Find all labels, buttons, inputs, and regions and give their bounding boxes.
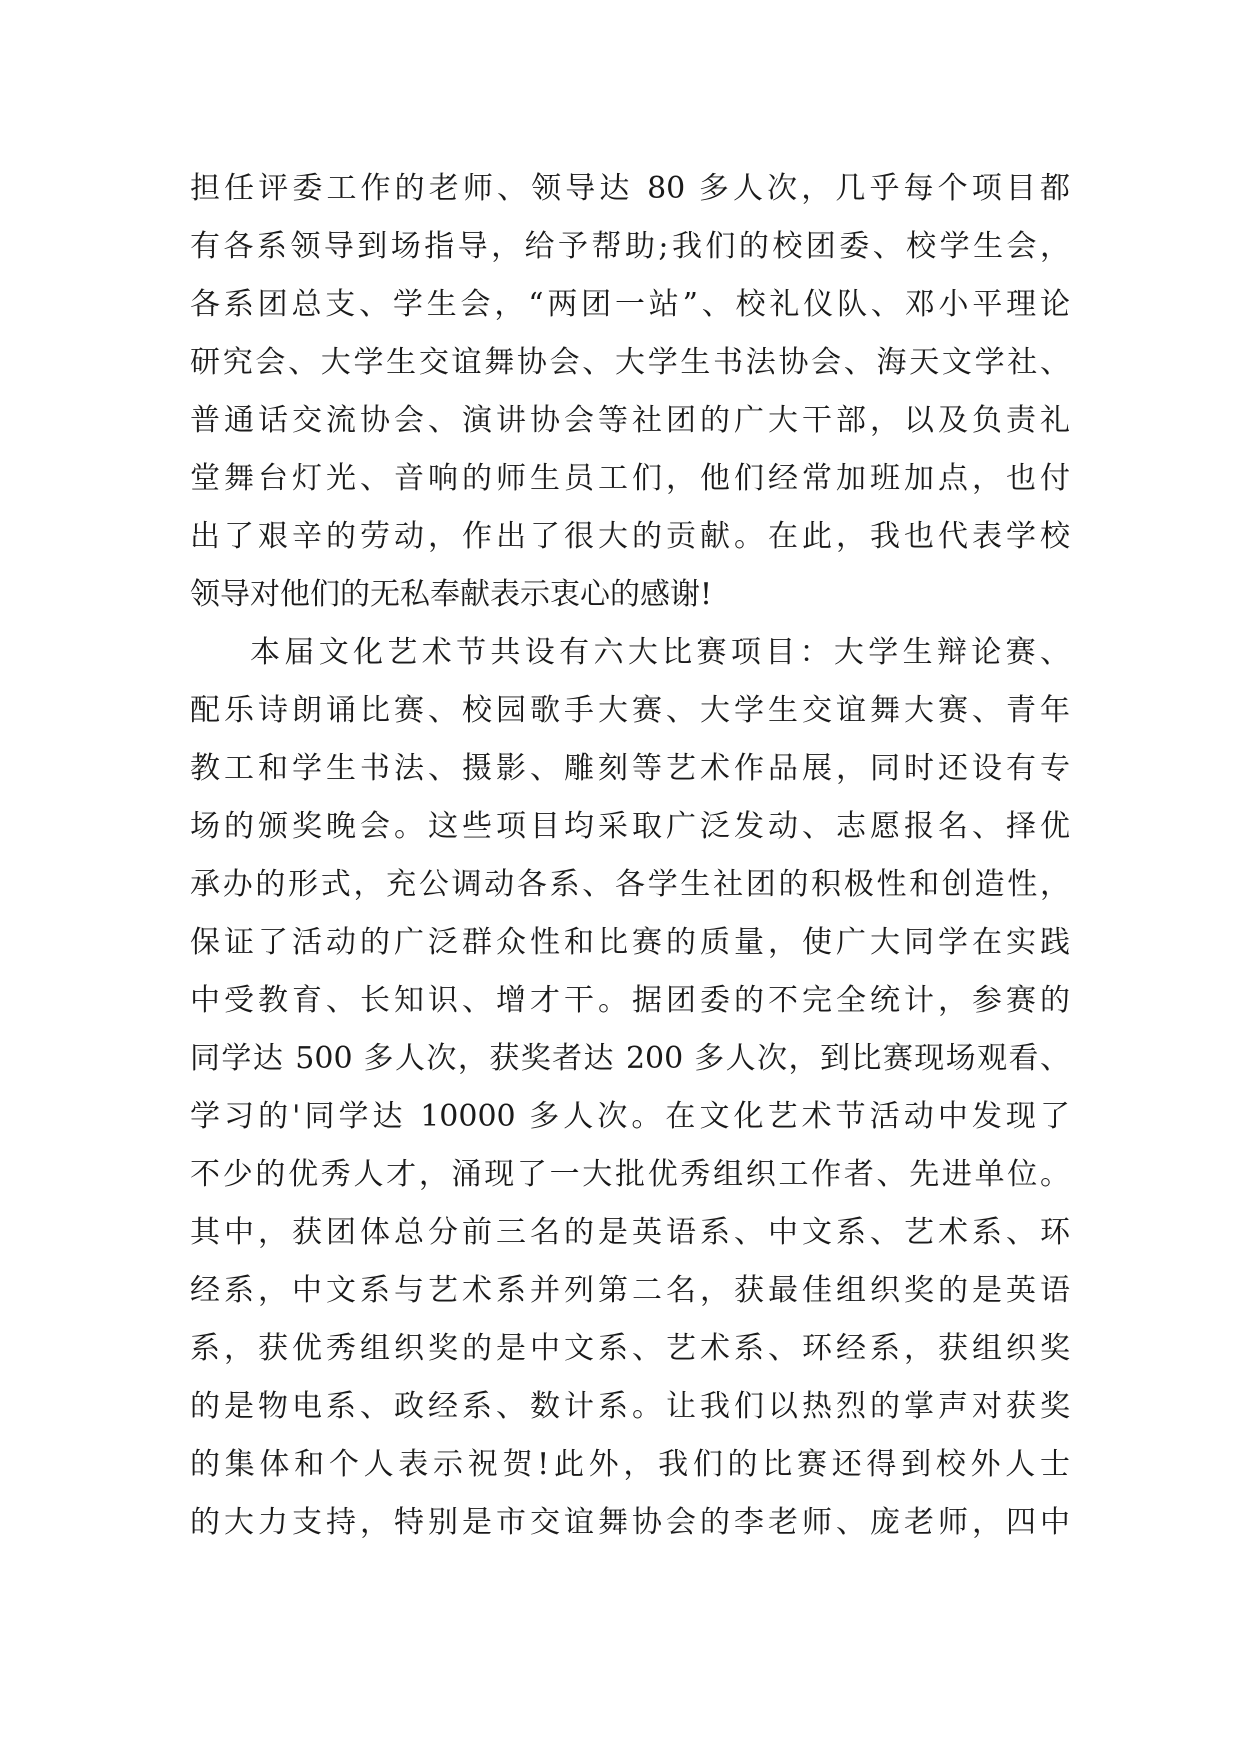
text-line: 系，获优秀组织奖的是中文系、艺术系、环经系，获组织奖 (190, 1331, 1070, 1366)
text-line: 承办的形式，充公调动各系、各学生社团的积极性和创造性， (190, 867, 1070, 902)
text-line: 各系团总支、学生会，“两团一站”、校礼仪队、邓小平理论 (190, 287, 1070, 322)
text-line: 其中，获团体总分前三名的是英语系、中文系、艺术系、环 (190, 1215, 1070, 1250)
text-line: 不少的优秀人才，涌现了一大批优秀组织工作者、先进单位。 (190, 1157, 1070, 1192)
text-line: 研究会、大学生交谊舞协会、大学生书法协会、海天文学社、 (190, 345, 1070, 380)
text-line: 配乐诗朗诵比赛、校园歌手大赛、大学生交谊舞大赛、青年 (190, 693, 1070, 728)
text-line: 中受教育、长知识、增才干。据团委的不完全统计，参赛的 (190, 983, 1070, 1018)
text-line: 保证了活动的广泛群众性和比赛的质量，使广大同学在实践 (190, 925, 1070, 960)
text-line: 担任评委工作的老师、领导达 80 多人次，几乎每个项目都 (190, 171, 1070, 206)
text-line: 的集体和个人表示祝贺!此外，我们的比赛还得到校外人士 (190, 1447, 1070, 1482)
text-line: 同学达 500 多人次，获奖者达 200 多人次，到比赛现场观看、 (190, 1041, 1070, 1076)
body-text (190, 160, 1070, 1552)
text-line: 堂舞台灯光、音响的师生员工们，他们经常加班加点，也付 (190, 461, 1070, 496)
text-line: 经系，中文系与艺术系并列第二名，获最佳组织奖的是英语 (190, 1273, 1070, 1308)
text-line: 的是物电系、政经系、数计系。让我们以热烈的掌声对获奖 (190, 1389, 1070, 1424)
text-line: 出了艰辛的劳动，作出了很大的贡献。在此，我也代表学校 (190, 519, 1070, 554)
text-line: 的大力支持，特别是市交谊舞协会的李老师、庞老师，四中 (190, 1505, 1070, 1540)
text-line: 有各系领导到场指导，给予帮助;我们的校团委、校学生会， (190, 229, 1070, 264)
text-line: 领导对他们的无私奉献表示衷心的感谢! (190, 577, 713, 612)
text-line: 普通话交流协会、演讲协会等社团的广大干部，以及负责礼 (190, 403, 1070, 438)
text-line: 教工和学生书法、摄影、雕刻等艺术作品展，同时还设有专 (190, 751, 1070, 786)
text-line: 学习的'同学达 10000 多人次。在文化艺术节活动中发现了 (190, 1099, 1070, 1134)
text-line: 场的颁奖晚会。这些项目均采取广泛发动、志愿报名、择优 (190, 809, 1070, 844)
paragraph-first-line: 本届文化艺术节共设有六大比赛项目：大学生辩论赛、 (250, 635, 1070, 670)
